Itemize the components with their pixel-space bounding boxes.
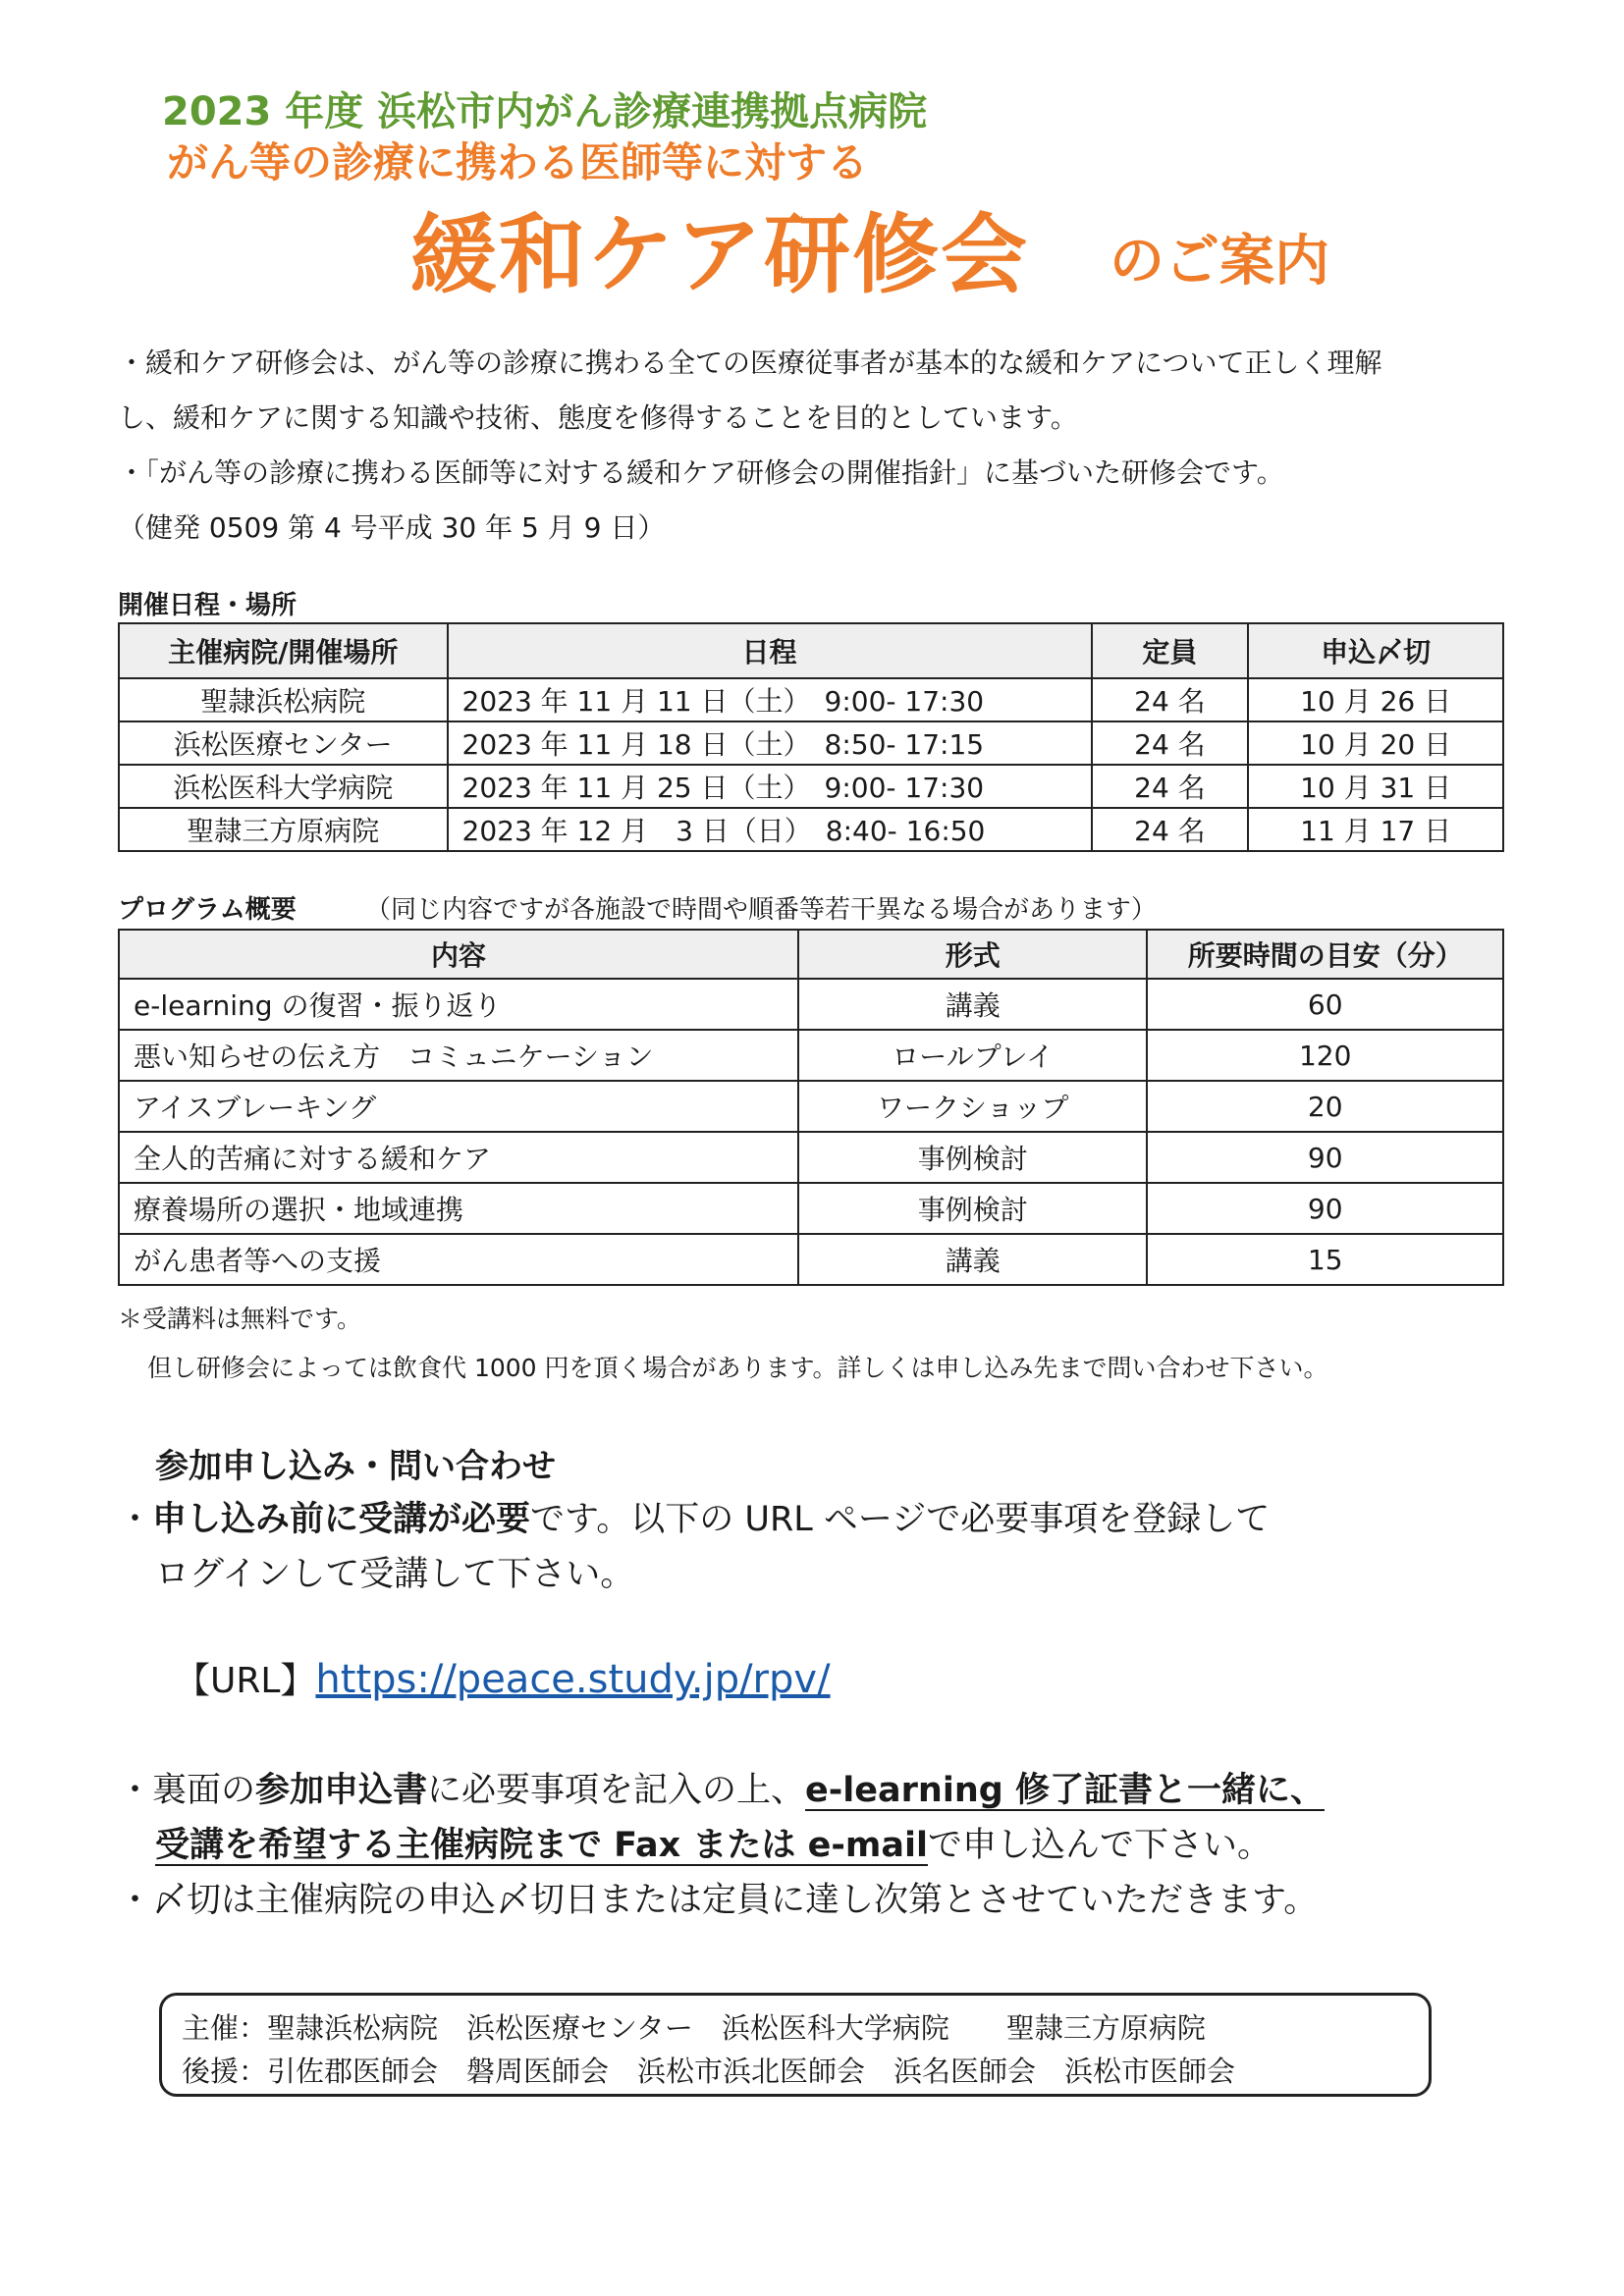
- schedule-deadline: 11 月 17 日: [1248, 808, 1503, 851]
- schedule-header-capacity: 定員: [1092, 623, 1249, 678]
- program-heading-note: （同じ内容ですが各施設で時間や順番等若干異なる場合があります）: [365, 895, 1158, 925]
- bullet: ・: [118, 1500, 153, 1539]
- table-row: [119, 979, 1503, 1030]
- apply-heading: 参加申し込み・問い合わせ: [155, 1447, 556, 1486]
- schedule-date: 2023 年 11 月 18 日（土） 8:50- 17:15: [448, 721, 1092, 765]
- program-heading: プログラム概要: [118, 895, 297, 925]
- schedule-place: 浜松医療センター: [119, 721, 448, 765]
- fax-email-text: 受講を希望する主催病院まで Fax または e-mail: [155, 1826, 928, 1865]
- schedule-date: 2023 年 12 月 3 日（日） 8:40- 16:50: [448, 808, 1092, 851]
- table-row: [119, 1081, 1503, 1132]
- table-row: [119, 721, 1503, 765]
- header-line2: がん等の診療に携わる医師等に対する: [167, 138, 869, 187]
- url-label: 【URL】: [175, 1661, 316, 1701]
- schedule-date: 2023 年 11 月 25 日（土） 9:00- 17:30: [448, 765, 1092, 808]
- apply-bullet-2-line2: [155, 1818, 1272, 1867]
- schedule-capacity: 24 名: [1092, 808, 1249, 851]
- apply-required-text: 申し込み前に受講が必要: [152, 1500, 531, 1539]
- url-line: [175, 1653, 831, 1703]
- program-content: アイスブレーキング: [119, 1081, 798, 1132]
- url-link[interactable]: https://peace.study.jp/rpv/: [315, 1657, 831, 1702]
- intro-paragraph-1b: し、緩和ケアに関する知識や技術、態度を修得することを目的としています。: [118, 401, 1078, 434]
- schedule-heading: 開催日程・場所: [118, 591, 298, 620]
- schedule-place: 聖隷三方原病院: [119, 808, 448, 851]
- program-minutes: 90: [1147, 1132, 1503, 1183]
- apply-bullet-2-pre: ・裏面の: [118, 1771, 256, 1810]
- organizers-line: 主催：聖隷浜松病院 浜松医療センター 浜松医科大学病院 聖隷三方原病院: [182, 2011, 1206, 2045]
- schedule-capacity: 24 名: [1092, 678, 1249, 721]
- schedule-header-deadline: 申込〆切: [1248, 623, 1503, 678]
- program-content: 療養場所の選択・地域連携: [119, 1183, 798, 1234]
- apply-bullet-1: [118, 1492, 1270, 1541]
- schedule-table: [118, 622, 1504, 852]
- table-row: [119, 1234, 1503, 1285]
- schedule-capacity: 24 名: [1092, 765, 1249, 808]
- table-row: [119, 1183, 1503, 1234]
- schedule-place: 聖隷浜松病院: [119, 678, 448, 721]
- apply-bullet-2-rest: で申し込んで下さい。: [927, 1826, 1272, 1865]
- schedule-deadline: 10 月 31 日: [1248, 765, 1503, 808]
- header-line1: 2023 年度 浜松市内がん診療連携拠点病院: [162, 89, 928, 134]
- program-format: 事例検討: [798, 1132, 1147, 1183]
- schedule-deadline: 10 月 20 日: [1248, 721, 1503, 765]
- program-header-content: 内容: [119, 930, 798, 979]
- schedule-header-date: 日程: [448, 623, 1092, 678]
- application-form-text: 参加申込書: [255, 1771, 428, 1810]
- schedule-deadline: 10 月 26 日: [1248, 678, 1503, 721]
- program-content: e-learning の復習・振り返り: [119, 979, 798, 1030]
- program-minutes: 90: [1147, 1183, 1503, 1234]
- schedule-capacity: 24 名: [1092, 721, 1249, 765]
- program-minutes: 20: [1147, 1081, 1503, 1132]
- program-minutes: 120: [1147, 1030, 1503, 1081]
- fee-note: ＊受講料は無料です。: [118, 1305, 362, 1333]
- table-row: [119, 1132, 1503, 1183]
- table-row: [119, 765, 1503, 808]
- table-row: [119, 678, 1503, 721]
- schedule-place: 浜松医科大学病院: [119, 765, 448, 808]
- program-table: [118, 929, 1504, 1286]
- intro-paragraph-1a: ・緩和ケア研修会は、がん等の診療に携わる全ての医療従事者が基本的な緩和ケアについて正しく理解: [118, 347, 1382, 379]
- program-format: 事例検討: [798, 1183, 1147, 1234]
- apply-bullet-3: ・〆切は主催病院の申込〆切日または定員に達し次第とさせていただきます。: [118, 1881, 1319, 1920]
- apply-bullet-1-rest: です。以下の URL ページで必要事項を登録して: [530, 1500, 1271, 1539]
- apply-bullet-1-line2: ログインして受講して下さい。: [155, 1555, 635, 1594]
- program-content: 全人的苦痛に対する緩和ケア: [119, 1132, 798, 1183]
- program-header-format: 形式: [798, 930, 1147, 979]
- program-content: 悪い知らせの伝え方 コミュニケーション: [119, 1030, 798, 1081]
- intro-paragraph-3: （健発 0509 第 4 号平成 30 年 5 月 9 日）: [118, 511, 666, 544]
- apply-bullet-2: [118, 1763, 1325, 1812]
- supporters-line: 後援：引佐郡医師会 磐周医師会 浜松市浜北医師会 浜名医師会 浜松市医師会: [182, 2055, 1236, 2088]
- program-format: 講義: [798, 979, 1147, 1030]
- program-content: がん患者等への支援: [119, 1234, 798, 1285]
- schedule-header-place: 主催病院/開催場所: [119, 623, 448, 678]
- program-minutes: 60: [1147, 979, 1503, 1030]
- program-format: 講義: [798, 1234, 1147, 1285]
- certificate-text: e-learning 修了証書と一緒に、: [805, 1771, 1325, 1810]
- table-row: [119, 1030, 1503, 1081]
- intro-paragraph-2: ・「がん等の診療に携わる医師等に対する緩和ケア研修会の開催指針」に基づいた研修会です。: [118, 456, 1284, 489]
- fee-note-detail: 但し研修会によっては飲食代 1000 円を頂く場合があります。詳しくは申し込み先まで問い合わせ下さい。: [147, 1354, 1328, 1382]
- program-minutes: 15: [1147, 1234, 1503, 1285]
- apply-bullet-2-mid: に必要事項を記入の上、: [427, 1771, 806, 1810]
- program-format: ワークショップ: [798, 1081, 1147, 1132]
- program-format: ロールプレイ: [798, 1030, 1147, 1081]
- page-title-suffix: のご案内: [1110, 230, 1329, 294]
- program-header-minutes: 所要時間の目安（分）: [1147, 930, 1503, 979]
- table-row: [119, 808, 1503, 851]
- page-title: 緩和ケア研修会: [410, 204, 1030, 305]
- schedule-date: 2023 年 11 月 11 日（土） 9:00- 17:30: [448, 678, 1092, 721]
